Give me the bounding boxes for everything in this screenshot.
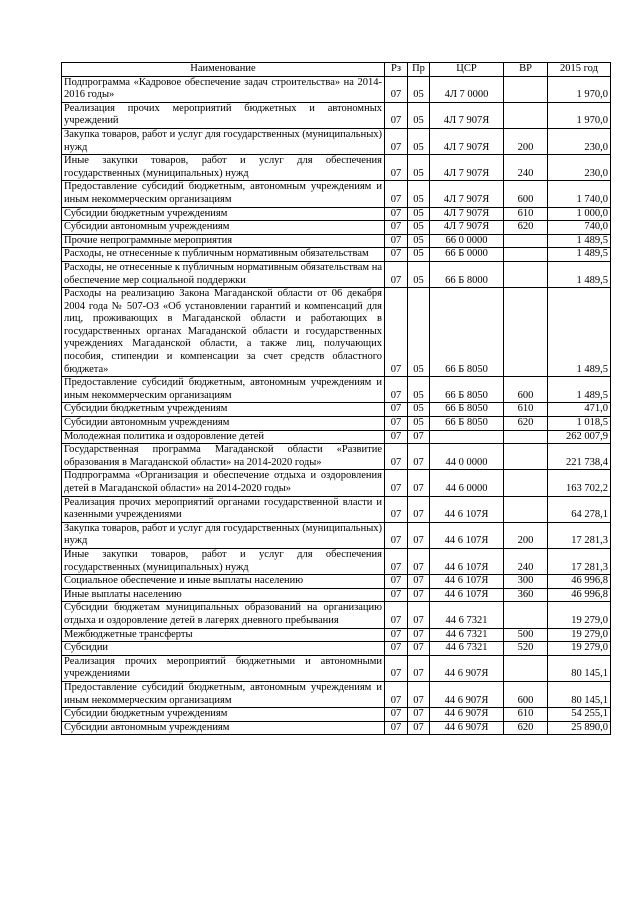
cell-sum: 471,0 [548, 403, 611, 417]
cell-rz: 07 [385, 377, 408, 403]
cell-vr [504, 496, 548, 522]
cell-csr: 4Л 7 907Я [430, 207, 504, 221]
cell-vr: 240 [504, 548, 548, 574]
table-row [62, 522, 611, 548]
cell-rz: 07 [385, 430, 408, 444]
cell-name: Молодежная политика и оздоровление детей [62, 430, 385, 444]
cell-csr: 44 6 107Я [430, 496, 504, 522]
cell-name: Социальное обеспечение и иные выплаты населению [62, 575, 385, 589]
cell-vr: 610 [504, 207, 548, 221]
cell-pr: 07 [408, 721, 430, 735]
cell-sum: 1 740,0 [548, 181, 611, 207]
cell-name: Иные закупки товаров, работ и услуг для обеспечения государственных (муниципальных) нужд [62, 155, 385, 181]
cell-csr: 66 Б 8050 [430, 377, 504, 403]
cell-pr: 07 [408, 444, 430, 470]
cell-sum: 740,0 [548, 221, 611, 235]
cell-vr: 520 [504, 642, 548, 656]
cell-pr: 07 [408, 575, 430, 589]
table-row [62, 221, 611, 235]
table-row [62, 403, 611, 417]
cell-rz: 07 [385, 417, 408, 431]
cell-pr: 05 [408, 155, 430, 181]
cell-name: Расходы, не отнесенные к публичным нормативным обязательствам на обеспечение мер социальной поддержки [62, 261, 385, 287]
cell-rz: 07 [385, 181, 408, 207]
cell-pr: 07 [408, 708, 430, 722]
cell-sum: 17 281,3 [548, 548, 611, 574]
cell-name: Субсидии бюджетам муниципальных образований на организацию отдыха и оздоровление детей в лагерях дневного пребывания [62, 602, 385, 628]
cell-pr: 05 [408, 403, 430, 417]
cell-rz: 07 [385, 221, 408, 235]
cell-rz: 07 [385, 102, 408, 128]
header-sum: 2015 год [548, 63, 611, 77]
cell-name: Субсидии автономным учреждениям [62, 721, 385, 735]
cell-csr: 44 6 907Я [430, 708, 504, 722]
table-row [62, 155, 611, 181]
table-row [62, 102, 611, 128]
cell-vr [504, 102, 548, 128]
cell-sum: 46 996,8 [548, 588, 611, 602]
cell-pr: 07 [408, 602, 430, 628]
table-row [62, 655, 611, 681]
cell-csr: 66 Б 0000 [430, 248, 504, 262]
cell-name: Межбюджетные трансферты [62, 628, 385, 642]
cell-pr: 07 [408, 522, 430, 548]
table-row [62, 181, 611, 207]
cell-csr: 44 6 907Я [430, 655, 504, 681]
cell-pr: 05 [408, 248, 430, 262]
cell-csr: 44 0 0000 [430, 444, 504, 470]
cell-csr: 44 6 907Я [430, 681, 504, 707]
header-name: Наименование [62, 63, 385, 77]
cell-name: Закупка товаров, работ и услуг для государственных (муниципальных) нужд [62, 522, 385, 548]
table-row [62, 681, 611, 707]
cell-name: Иные закупки товаров, работ и услуг для обеспечения государственных (муниципальных) нужд [62, 548, 385, 574]
cell-pr: 07 [408, 548, 430, 574]
budget-table [61, 62, 611, 735]
cell-name: Подпрограмма «Кадровое обеспечение задач строительства» на 2014-2016 годы» [62, 76, 385, 102]
cell-sum: 1 970,0 [548, 102, 611, 128]
table-row [62, 496, 611, 522]
cell-sum: 80 145,1 [548, 655, 611, 681]
cell-sum: 230,0 [548, 155, 611, 181]
cell-pr: 05 [408, 221, 430, 235]
cell-name: Реализация прочих мероприятий бюджетными и автономными учреждениями [62, 655, 385, 681]
cell-sum: 17 281,3 [548, 522, 611, 548]
cell-csr: 4Л 7 907Я [430, 128, 504, 154]
cell-sum: 19 279,0 [548, 642, 611, 656]
cell-rz: 07 [385, 628, 408, 642]
cell-rz: 07 [385, 642, 408, 656]
cell-name: Реализация прочих мероприятий органами государственной власти и казенными учреждениями [62, 496, 385, 522]
cell-pr: 05 [408, 234, 430, 248]
cell-pr: 05 [408, 417, 430, 431]
cell-vr [504, 430, 548, 444]
cell-csr: 44 6 107Я [430, 522, 504, 548]
table-row [62, 642, 611, 656]
cell-vr [504, 234, 548, 248]
cell-vr: 200 [504, 128, 548, 154]
cell-rz: 07 [385, 248, 408, 262]
cell-vr: 200 [504, 522, 548, 548]
table-row [62, 602, 611, 628]
cell-rz: 07 [385, 261, 408, 287]
cell-rz: 07 [385, 602, 408, 628]
cell-rz: 07 [385, 234, 408, 248]
cell-vr: 620 [504, 221, 548, 235]
cell-rz: 07 [385, 575, 408, 589]
table-row [62, 288, 611, 377]
cell-sum: 1 489,5 [548, 377, 611, 403]
cell-rz: 07 [385, 496, 408, 522]
cell-csr: 44 6 907Я [430, 721, 504, 735]
cell-rz: 07 [385, 76, 408, 102]
table-row [62, 234, 611, 248]
header-pr: Пр [408, 63, 430, 77]
cell-vr [504, 288, 548, 377]
cell-csr: 66 Б 8050 [430, 288, 504, 377]
cell-rz: 07 [385, 548, 408, 574]
cell-sum: 19 279,0 [548, 602, 611, 628]
cell-name: Субсидии автономным учреждениям [62, 417, 385, 431]
table-row [62, 430, 611, 444]
cell-pr: 05 [408, 102, 430, 128]
cell-rz: 07 [385, 470, 408, 496]
cell-csr: 44 6 7321 [430, 642, 504, 656]
cell-vr: 610 [504, 403, 548, 417]
cell-name: Предоставление субсидий бюджетным, автономным учреждениям и иным некоммерческим организациям [62, 681, 385, 707]
cell-csr: 66 Б 8050 [430, 403, 504, 417]
cell-name: Расходы на реализацию Закона Магаданской области от 06 декабря 2004 года № 507-ОЗ «Об установлении гарантий и компенсаций для лиц, проживающих в Магаданской области и работающих в государственных органах Магаданской области и государственных учреждениях Магаданской области, а также лиц, получающих пособия, стипендии и компенсации за счет средств областного бюджета» [62, 288, 385, 377]
cell-name: Иные выплаты населению [62, 588, 385, 602]
cell-pr: 07 [408, 628, 430, 642]
table-row [62, 377, 611, 403]
header-vr: ВР [504, 63, 548, 77]
cell-pr: 07 [408, 588, 430, 602]
table-row [62, 261, 611, 287]
cell-rz: 07 [385, 207, 408, 221]
cell-sum: 1 000,0 [548, 207, 611, 221]
cell-rz: 07 [385, 403, 408, 417]
cell-sum: 54 255,1 [548, 708, 611, 722]
cell-pr: 05 [408, 181, 430, 207]
cell-sum: 25 890,0 [548, 721, 611, 735]
cell-vr: 500 [504, 628, 548, 642]
cell-name: Предоставление субсидий бюджетным, автономным учреждениям и иным некоммерческим организациям [62, 377, 385, 403]
table-row [62, 548, 611, 574]
table-row [62, 128, 611, 154]
cell-name: Субсидии [62, 642, 385, 656]
cell-csr: 66 Б 8000 [430, 261, 504, 287]
cell-csr: 44 6 107Я [430, 548, 504, 574]
cell-sum: 19 279,0 [548, 628, 611, 642]
cell-csr: 4Л 7 0000 [430, 76, 504, 102]
cell-vr: 620 [504, 417, 548, 431]
table-row [62, 721, 611, 735]
cell-csr: 44 6 107Я [430, 588, 504, 602]
table-row [62, 588, 611, 602]
cell-pr: 07 [408, 470, 430, 496]
cell-rz: 07 [385, 708, 408, 722]
cell-rz: 07 [385, 655, 408, 681]
cell-sum: 221 738,4 [548, 444, 611, 470]
cell-csr: 4Л 7 907Я [430, 155, 504, 181]
cell-pr: 05 [408, 377, 430, 403]
cell-sum: 64 278,1 [548, 496, 611, 522]
cell-csr: 4Л 7 907Я [430, 221, 504, 235]
cell-pr: 07 [408, 642, 430, 656]
cell-vr: 610 [504, 708, 548, 722]
cell-vr [504, 261, 548, 287]
cell-sum: 163 702,2 [548, 470, 611, 496]
cell-vr: 600 [504, 681, 548, 707]
cell-vr: 600 [504, 377, 548, 403]
cell-csr: 44 6 7321 [430, 628, 504, 642]
cell-csr: 44 6 0000 [430, 470, 504, 496]
cell-rz: 07 [385, 288, 408, 377]
cell-sum: 1 489,5 [548, 248, 611, 262]
cell-vr [504, 76, 548, 102]
cell-rz: 07 [385, 522, 408, 548]
cell-name: Субсидии бюджетным учреждениям [62, 403, 385, 417]
cell-sum: 80 145,1 [548, 681, 611, 707]
table-row [62, 76, 611, 102]
cell-csr: 4Л 7 907Я [430, 102, 504, 128]
cell-name: Государственная программа Магаданской области «Развитие образования в Магаданской области» на 2014-2020 годы» [62, 444, 385, 470]
table-row [62, 417, 611, 431]
cell-csr: 4Л 7 907Я [430, 181, 504, 207]
cell-vr: 620 [504, 721, 548, 735]
cell-pr: 05 [408, 288, 430, 377]
table-row [62, 248, 611, 262]
cell-name: Реализация прочих мероприятий бюджетных и автономных учреждений [62, 102, 385, 128]
cell-sum: 46 996,8 [548, 575, 611, 589]
cell-sum: 1 489,5 [548, 261, 611, 287]
cell-rz: 07 [385, 681, 408, 707]
table-row [62, 470, 611, 496]
cell-vr [504, 602, 548, 628]
cell-vr [504, 655, 548, 681]
cell-sum: 262 007,9 [548, 430, 611, 444]
cell-vr [504, 470, 548, 496]
cell-pr: 05 [408, 207, 430, 221]
cell-sum: 1 489,5 [548, 234, 611, 248]
table-row [62, 575, 611, 589]
cell-name: Расходы, не отнесенные к публичным нормативным обязательствам [62, 248, 385, 262]
cell-pr: 05 [408, 76, 430, 102]
cell-pr: 05 [408, 261, 430, 287]
cell-rz: 07 [385, 155, 408, 181]
cell-vr: 600 [504, 181, 548, 207]
table-body [62, 76, 611, 735]
cell-name: Субсидии бюджетным учреждениям [62, 207, 385, 221]
cell-csr: 66 Б 8050 [430, 417, 504, 431]
cell-csr: 44 6 7321 [430, 602, 504, 628]
header-rz: Рз [385, 63, 408, 77]
table-row [62, 628, 611, 642]
table-row [62, 444, 611, 470]
cell-name: Прочие непрограммные мероприятия [62, 234, 385, 248]
cell-pr: 07 [408, 655, 430, 681]
cell-vr: 360 [504, 588, 548, 602]
table-row [62, 207, 611, 221]
cell-sum: 1 970,0 [548, 76, 611, 102]
cell-vr: 300 [504, 575, 548, 589]
header-csr: ЦСР [430, 63, 504, 77]
cell-pr: 07 [408, 496, 430, 522]
cell-name: Подпрограмма «Организация и обеспечение отдыха и оздоровления детей в Магаданской области» на 2014-2020 годы» [62, 470, 385, 496]
cell-csr: 44 6 107Я [430, 575, 504, 589]
cell-pr: 05 [408, 128, 430, 154]
cell-vr [504, 444, 548, 470]
cell-rz: 07 [385, 588, 408, 602]
cell-sum: 1 489,5 [548, 288, 611, 377]
cell-sum: 1 018,5 [548, 417, 611, 431]
cell-csr [430, 430, 504, 444]
table-header-row [62, 63, 611, 77]
cell-vr [504, 248, 548, 262]
cell-name: Предоставление субсидий бюджетным, автономным учреждениям и иным некоммерческим организациям [62, 181, 385, 207]
cell-rz: 07 [385, 128, 408, 154]
table-row [62, 708, 611, 722]
cell-rz: 07 [385, 721, 408, 735]
cell-pr: 07 [408, 430, 430, 444]
cell-name: Субсидии бюджетным учреждениям [62, 708, 385, 722]
cell-pr: 07 [408, 681, 430, 707]
cell-rz: 07 [385, 444, 408, 470]
cell-sum: 230,0 [548, 128, 611, 154]
cell-name: Закупка товаров, работ и услуг для государственных (муниципальных) нужд [62, 128, 385, 154]
cell-vr: 240 [504, 155, 548, 181]
cell-name: Субсидии автономным учреждениям [62, 221, 385, 235]
cell-csr: 66 0 0000 [430, 234, 504, 248]
